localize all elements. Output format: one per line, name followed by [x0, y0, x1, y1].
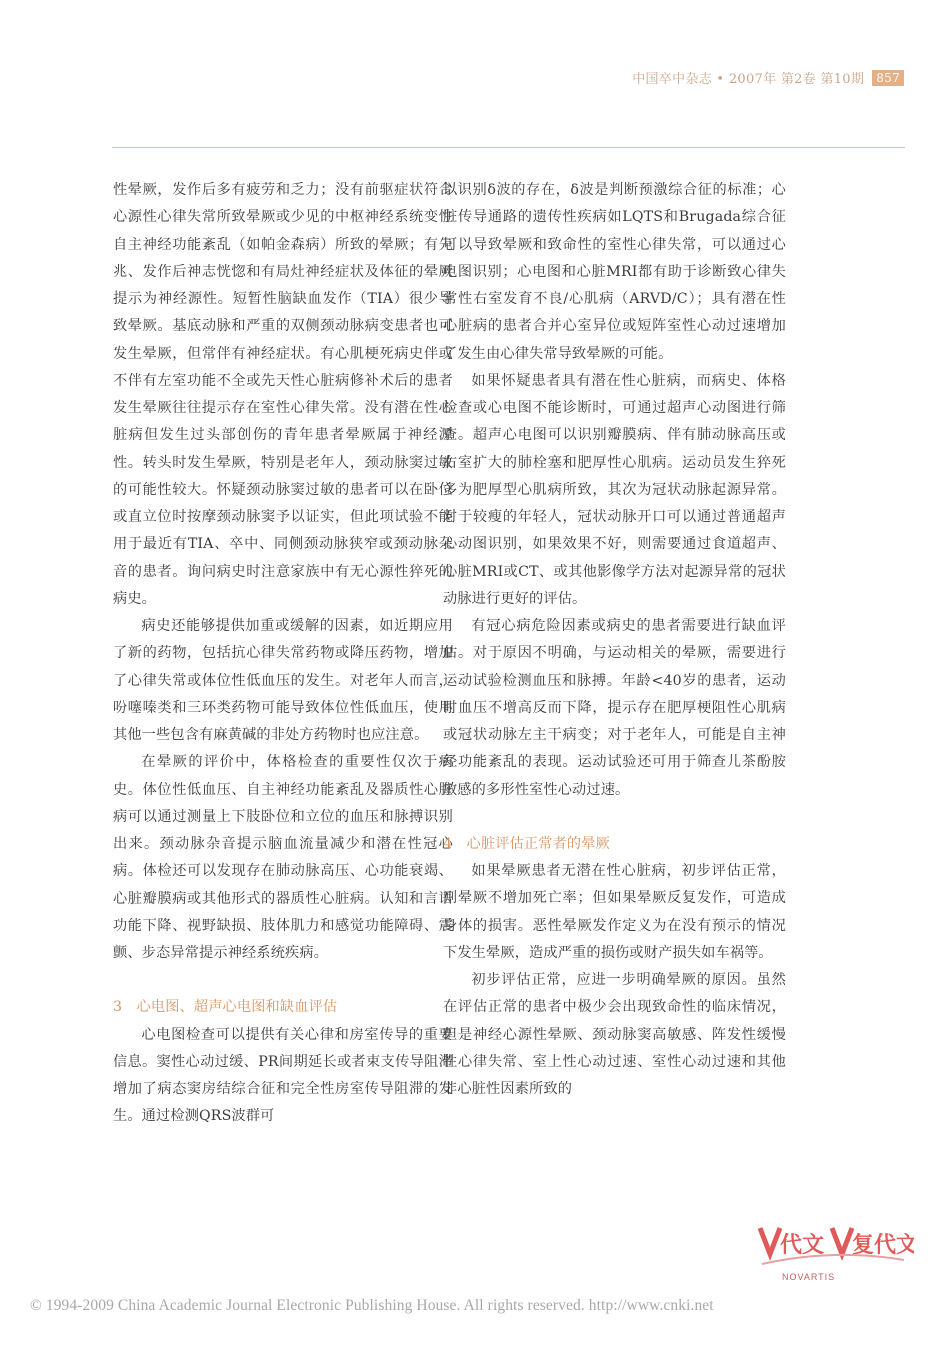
page-number-badge: 857: [872, 70, 904, 86]
header-divider: [112, 147, 905, 148]
right-text-column: [443, 177, 786, 1103]
left-text-column: [113, 177, 453, 1131]
body-paragraph: 如果怀疑患者具有潜在性心脏病，而病史、体格检查或心电图不能诊断时，可通过超声心动图进行筛查。超声心电图可以识别瓣膜病、伴有肺动脉高压或右室扩大的肺栓塞和肥厚性心肌病。运动员发生猝死多为肥厚型心肌病所致，其次为冠状动脉起源异常。对于较瘦的年轻人，冠状动脉开口可以通过普通超声心动图识别，如果效果不好，则需要通过食道超声、心脏MRI或CT、或其他影像学方法对起源异常的冠状动脉进行更好的评估。: [443, 372, 786, 607]
body-paragraph: 有冠心病危险因素或病史的患者需要进行缺血评估。对于原因不明确，与运动相关的晕厥，需要进行运动试验检测血压和脉搏。年龄<40岁的患者，运动时血压不增高反而下降，提示存在肥厚梗阻性心肌病或冠状动脉左主干病变；对于老年人，可能是自主神经功能紊乱的表现。运动试验还可用于筛查儿茶酚胺敏感的多形性室性心动过速。: [443, 618, 786, 798]
body-paragraph: 心电图检查可以提供有关心律和房室传导的重要信息。窦性心动过缓、PR间期延长或者束支传导阻滞增加了病态窦房结综合征和完全性房室传导阻滞的发生。通过检测QRS波群可: [113, 1026, 453, 1125]
svg-text:复代文: 复代文: [852, 1232, 914, 1257]
running-header: [632, 68, 904, 87]
section-heading: 4 心脏评估正常者的晕厥: [443, 835, 610, 852]
journal-citation: 中国卒中杂志 • 2007年 第2卷 第10期: [632, 72, 865, 87]
sponsor-logo: [754, 1218, 914, 1288]
section-spacer: [113, 967, 453, 994]
body-paragraph: 以识别δ波的存在，δ波是判断预激综合征的标准；心脏传导通路的遗传性疾病如LQTS和Brugada综合征可以导致晕厥和致命性的室性心律失常，可以通过心电图识别；心电图和心脏MRI都有助于诊断致心律失常性右室发育不良/心肌病（ARVD/C）；具有潜在性心脏病的患者合并心室异位或短阵室性心动过速增加了发生由心律失常导致晕厥的可能。: [443, 182, 786, 362]
body-paragraph: 病史还能够提供加重或缓解的因素，如近期应用了新的药物，包括抗心律失常药物或降压药物，增加了心律失常或体位性低血压的发生。对老年人而言，吩噻嗪类和三环类药物可能导致体位性低血压，使用其他一些包含有麻黄碱的非处方药物时也应注意。: [113, 618, 453, 743]
novartis-logo-icon: [754, 1218, 914, 1288]
svg-text:代文: 代文: [780, 1232, 825, 1257]
section-heading: 3 心电图、超声心电图和缺血评估: [113, 999, 338, 1016]
section-spacer: [443, 804, 786, 831]
body-paragraph: 如果晕厥患者无潜在性心脏病，初步评估正常，则晕厥不增加死亡率；但如果晕厥反复发作，可造成身体的损害。恶性晕厥发作定义为在没有预示的情况下发生晕厥，造成严重的损伤或财产损失如车祸等。: [443, 863, 786, 961]
body-paragraph: 性晕厥，发作后多有疲劳和乏力；没有前驱症状符合心源性心律失常所致晕厥或少见的中枢神经系统变性自主神经功能紊乱（如帕金森病）所致的晕厥；有先兆、发作后神志恍惚和有局灶神经症状及体征的晕厥提示为神经源性。短暂性脑缺血发作（TIA）很少导致晕厥。基底动脉和严重的双侧颈动脉病变患者也可发生晕厥，但常伴有神经症状。有心肌梗死病史伴或不伴有左室功能不全或先天性心脏病修补术后的患者发生晕厥往往提示存在室性心律失常。没有潜在性心脏病但发生过头部创伤的青年患者晕厥属于神经源性。转头时发生晕厥，特别是老年人，颈动脉窦过敏的可能性较大。怀疑颈动脉窦过敏的患者可以在卧位或直立位时按摩颈动脉窦予以证实，但此项试验不能用于最近有TIA、卒中、同侧颈动脉狭窄或颈动脉杂音的患者。询问病史时注意家族中有无心源性猝死的病史。: [113, 182, 453, 607]
svg-text:NOVARTIS: NOVARTIS: [782, 1272, 836, 1282]
body-paragraph: 在晕厥的评价中，体格检查的重要性仅次于病史。体位性低血压、自主神经功能紊乱及器质性心脏病可以通过测量上下肢卧位和立位的血压和脉搏识别出来。颈动脉杂音提示脑血流量减少和潜在性冠心病。体检还可以发现存在肺动脉高压、心功能衰竭、心脏瓣膜病或其他形式的器质性心脏病。认知和言语功能下降、视野缺损、肢体肌力和感觉功能障碍、震颤、步态异常提示神经系统疾病。: [113, 754, 453, 961]
body-paragraph: 初步评估正常，应进一步明确晕厥的原因。虽然在评估正常的患者中极少会出现致命性的临床情况，但是神经心源性晕厥、颈动脉窦高敏感、阵发性缓慢性心律失常、室上性心动过速、室性心动过速和其他非心脏性因素所致的: [443, 972, 786, 1097]
copyright-footer: © 1994-2009 China Academic Journal Electronic Publishing House. All rights reserved. http://www.cnki.net: [30, 1297, 714, 1314]
